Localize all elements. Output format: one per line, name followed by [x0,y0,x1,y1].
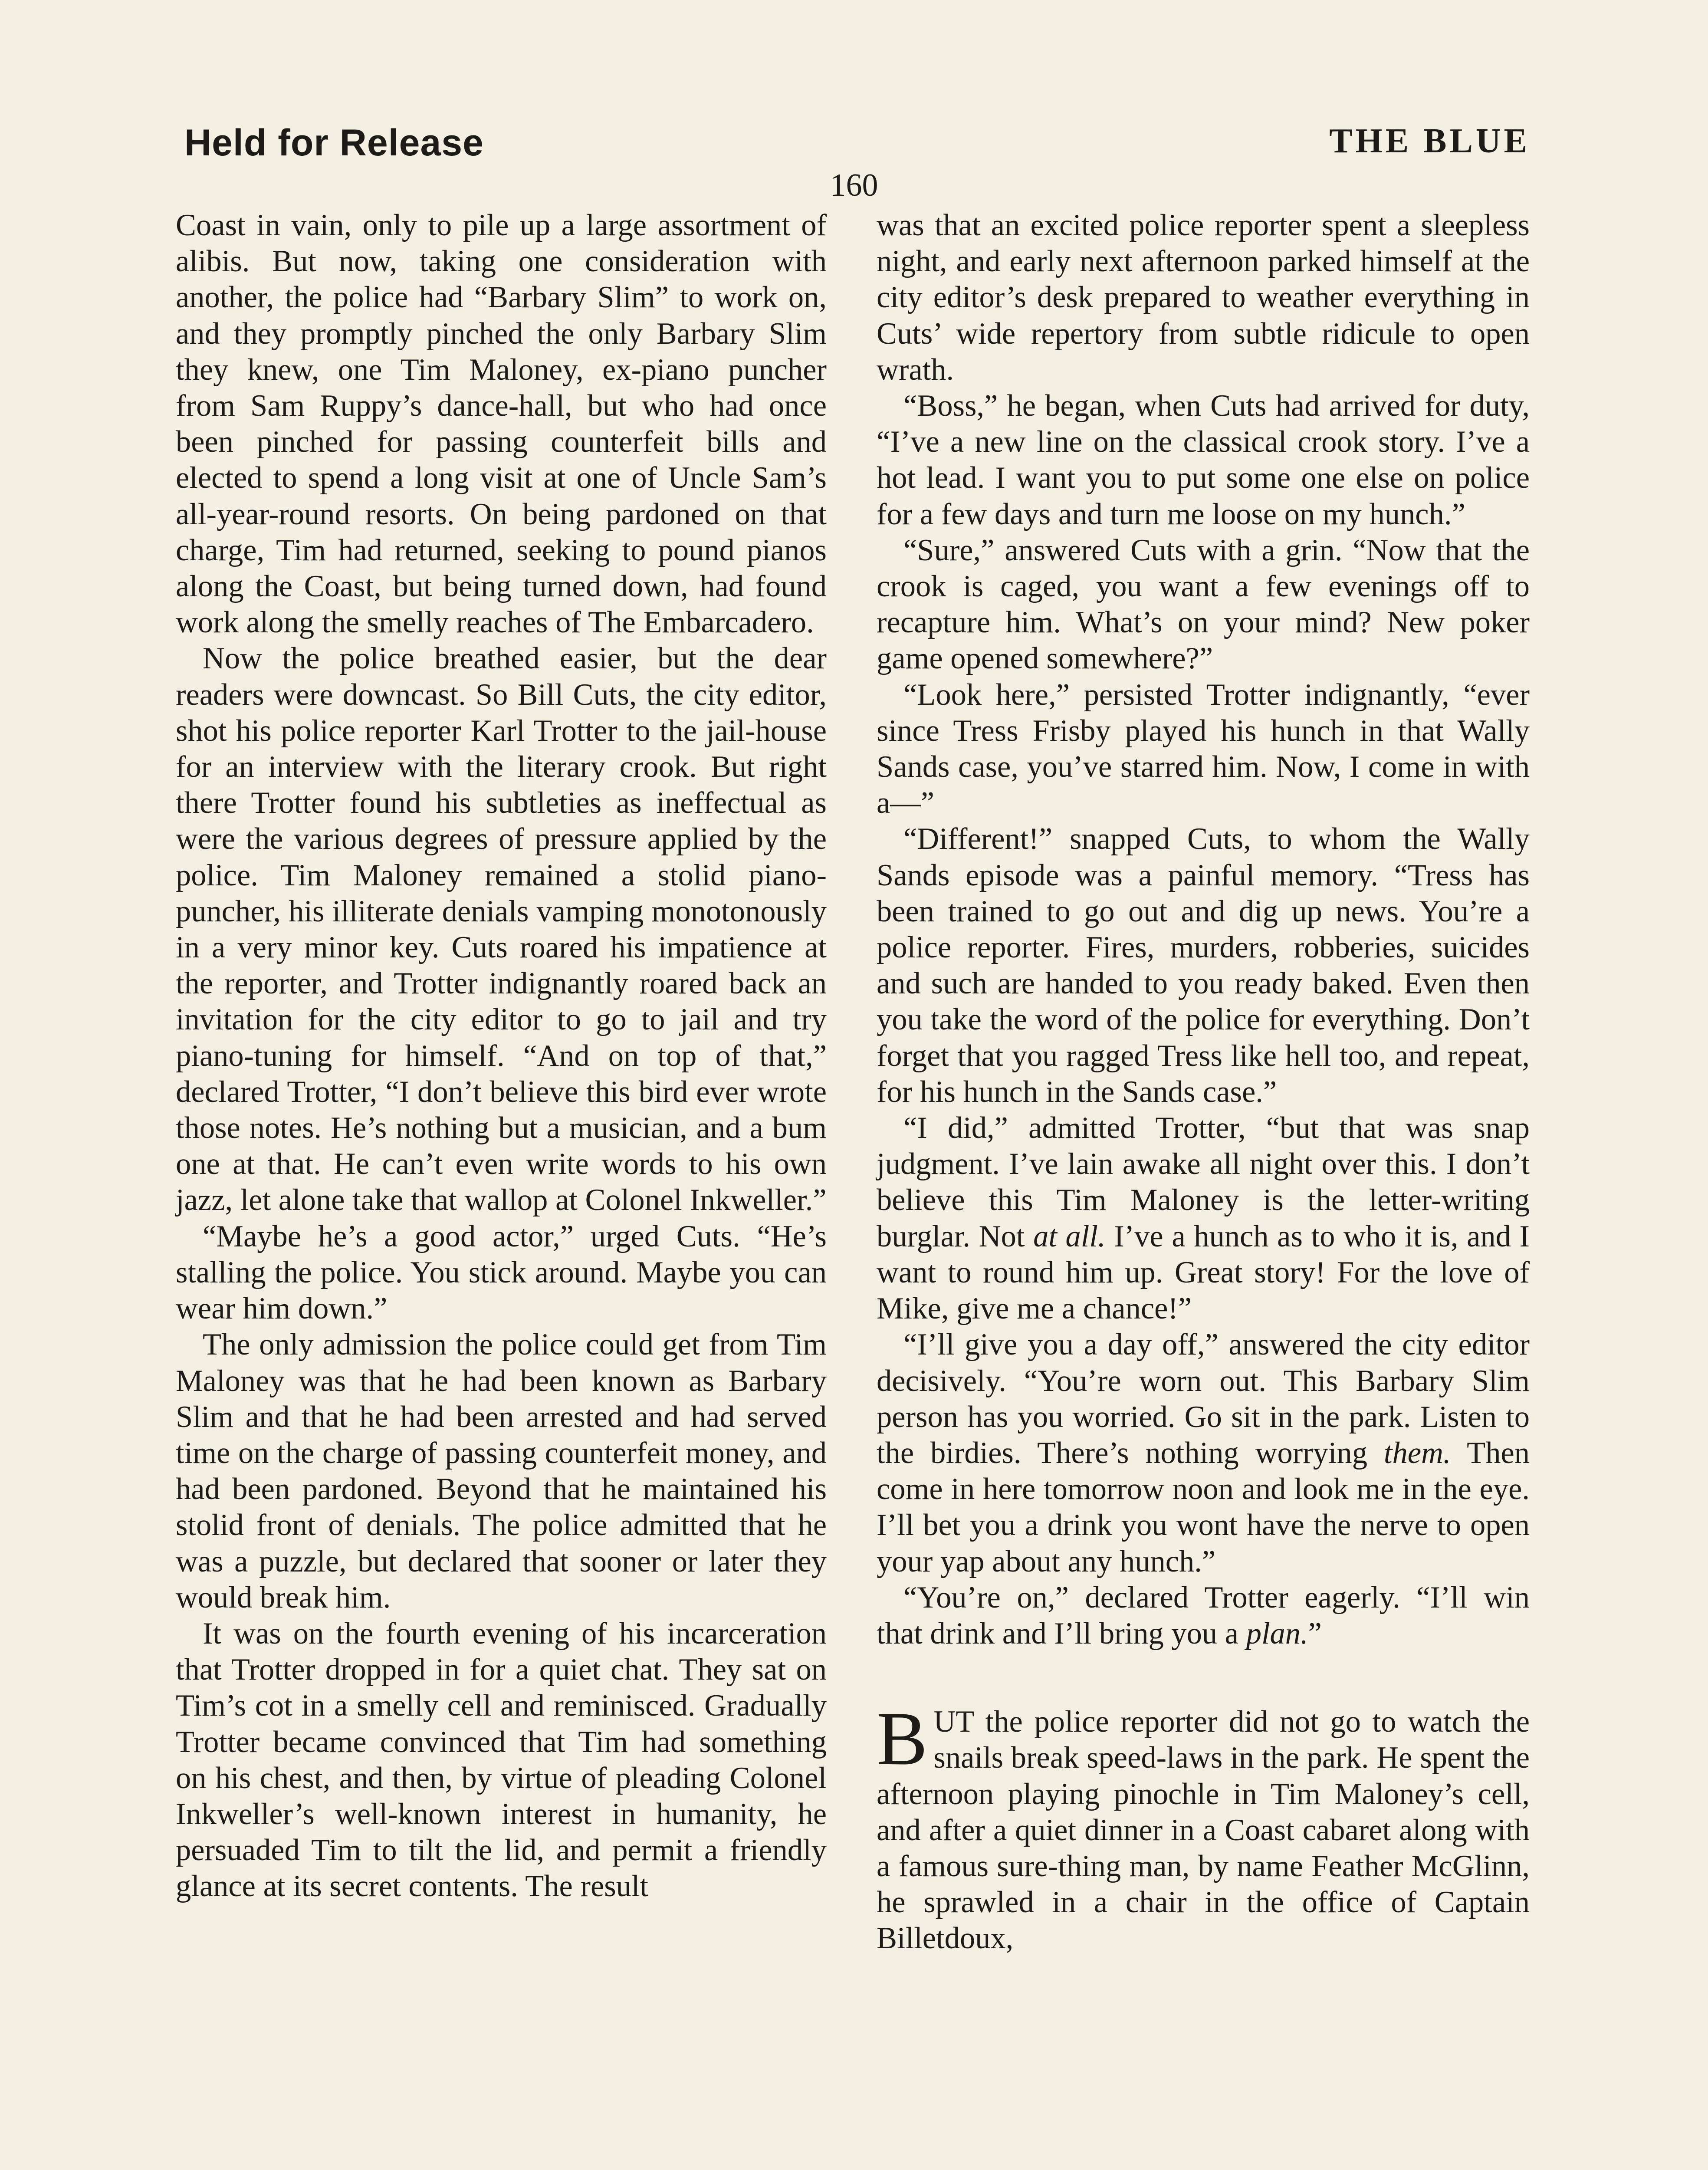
running-head [184,122,1530,174]
paragraph: Coast in vain, only to pile up a large assortment of alibis. But now, taking one consideration with another, the police had “Barbary Slim” to work on, and they promptly pinched the only Barbary Slim they knew, one Tim Maloney, ex-piano puncher from Sam Ruppy’s dance-hall, but who had once been pinched for passing counterfeit bills and elected to spend a long visit at one of Uncle Sam’s all-year-round resorts. On being pardoned on that charge, Tim had returned, seeking to pound pianos along the Coast, but being turned down, had found work along the smelly reaches of The Embarcadero. [176,208,827,640]
paragraph [877,1580,1530,1652]
text-run: I’ve a hunch as to who it is, and I want to round him up. Great story! For the love of Mike, give me a chance!” [877,1219,1530,1326]
section-break [877,1652,1530,1704]
page-number: 160 [830,168,878,203]
paragraph: “Maybe he’s a good actor,” urged Cuts. “He’s stalling the police. You stick around. Maybe you can wear him down.” [176,1219,827,1326]
paragraph: was that an excited police reporter spent a sleepless night, and early next afternoon parked himself at the city editor’s desk prepared to weather everything in Cuts’ wide repertory from subtle ridicule to open wrath. [877,208,1530,387]
paragraph: “Different!” snapped Cuts, to whom the Wally Sands episode was a painful memory. “Tress has been trained to go out and dig up news. You’re a police reporter. Fires, murders, robberies, suicides and such are handed to you ready baked. Even then you take the word of the police for everything. Don’t forget that you ragged Tress like hell too, and repeat, for his hunch in the Sands case.” [877,822,1530,1109]
text-run: ” [1308,1616,1322,1651]
text-run: Then come in here tomorrow noon and look me in the eye. I’ll bet you a drink you wont have the nerve to open your yap about any hunch.” [877,1436,1530,1578]
paragraph: “Sure,” answered Cuts with a grin. “Now that the crook is caged, you want a few evenings off to recapture him. What’s on your mind? New poker game opened somewhere?” [877,533,1530,676]
emphasis: plan. [1246,1616,1308,1651]
magazine-title: THE BLUE [1329,122,1530,160]
right-column [877,207,1530,1957]
paragraph: “Boss,” he began, when Cuts had arrived for duty, “I’ve a new line on the classical crook story. I’ve a hot lead. I want you to put some one else on police for a few days and turn me loose on my hunch.” [877,389,1530,531]
text-run: “You’re on,” declared Trotter eagerly. “I’ll win that drink and I’ll bring you a [877,1580,1530,1651]
paragraph: Now the police breathed easier, but the dear readers were downcast. So Bill Cuts, the city editor, shot his police reporter Karl Trotter to the jail-house for an interview with the literary crook. But right there Trotter found his subtleties as ineffectual as were the various degrees of pressure applied by the police. Tim Maloney remained a stolid piano-puncher, his illiterate denials vamping monotonously in a very minor key. Cuts roared his impatience at the reporter, and Trotter indignantly roared back an invitation for the city editor to go to jail and try piano-tuning for himself. “And on top of that,” declared Trotter, “I don’t believe this bird ever wrote those notes. He’s nothing but a musician, and a bum one at that. He can’t even write words to his own jazz, let alone take that wallop at Colonel Inkweller.” [176,641,827,1217]
emphasis: at all. [1033,1219,1106,1253]
emphasis: them. [1383,1436,1451,1470]
drop-cap: B [877,1697,928,1782]
paragraph: It was on the fourth evening of his incarceration that Trotter dropped in for a quiet chat. They sat on Tim’s cot in a smelly cell and reminisced. Gradually Trotter became convinced that Tim had something on his chest, and then, by virtue of pleading Colonel Inkweller’s well-known interest in humanity, he persuaded Tim to tilt the lid, and permit a friendly glance at its secret contents. The result [176,1616,827,1904]
text-run: “I’ll give you a day off,” answered the city editor decisively. “You’re worn out. This Barbary Slim person has you worried. Go sit in the park. Listen to the birdies. There’s nothing worrying [877,1328,1530,1470]
text-run: “I did,” admitted Trotter, “but that was snap judgment. I’ve lain awake all night over this. I don’t believe this Tim Maloney is the letter-writing burglar. Not [877,1111,1530,1253]
story-title: Held for Release [184,122,484,164]
paragraph: The only admission the police could get from Tim Maloney was that he had been known as Barbary Slim and that he had been arrested and had served time on the charge of passing counterfeit money, and had been pardoned. Beyond that he maintained his stolid front of denials. The police admitted that he was a puzzle, but declared that sooner or later they would break him. [176,1328,827,1614]
text-run: UT the police reporter did not go to watch the snails break speed-laws in the park. He spent the afternoon playing pinochle in Tim Maloney’s cell, and after a quiet dinner in a Coast cabaret along with a famous sure-thing man, by name Feather McGlinn, he sprawled in a chair in the office of Captain Billetdoux, [877,1705,1530,1956]
paragraph [877,1110,1530,1327]
paragraph [877,1697,1530,1956]
paragraph: “Look here,” persisted Trotter indignantly, “ever since Tress Frisby played his hunch in that Wally Sands case, you’ve starred him. Now, I come in with a—” [877,677,1530,820]
left-column [176,207,827,1905]
paragraph [877,1327,1530,1579]
